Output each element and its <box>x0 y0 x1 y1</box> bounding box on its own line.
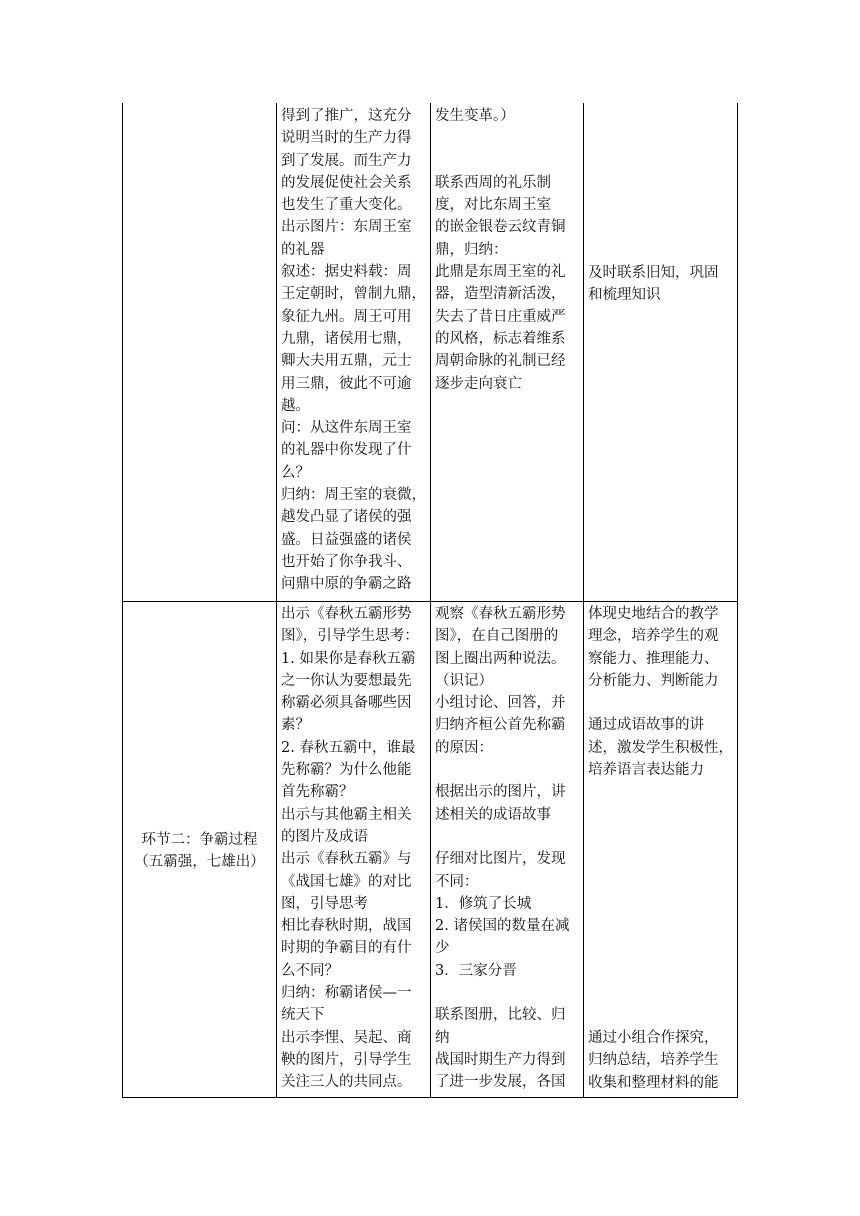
table-row-divider <box>122 601 738 602</box>
row2-stage-title: 环节二：争霸过程 （五霸强，七雄出） <box>134 832 265 871</box>
row2-student-activity: 观察《春秋五霸形势 图》，在自己图册的 图上圈出两种说法。 （识记） 小组讨论、回答，并 归纳齐桓公首先称霸 的原因： 根据出示的图片，讲 述相关的成语故事 仔细对比图片，发现 不同： 1．修筑了长城 2. 诸侯国的数量在减 少 3．三家分晋 联系图册，比较、归 纳 战国时期生产力得到 了进一步发展，各国 <box>435 606 570 1091</box>
row1-teacher-activity: 得到了推广，这充分 说明当时的生产力得 到了发展。而生产力 的发展促使社会关系 也发生了重大变化。 出示图片：东周王室 的礼器 叙述：据史料载：周 王定朝时，曾制九鼎， 象征九州。周王可用 九鼎，诸侯用七鼎， 卿大夫用五鼎，元士 用三鼎，彼此不可逾 越。 问：从这件东周王室 的礼器中你发现了什 么？ 归纳：周王室的衰微， 越发凸显了诸侯的强 盛。日益强盛的诸侯 也开始了你争我斗、 问鼎中原的争霸之路 <box>281 108 426 593</box>
lesson-plan-table <box>122 103 738 1098</box>
row1-design-intent: 及时联系旧知，巩固 和梳理知识 <box>588 265 719 304</box>
row2-design-intent: 体现史地结合的教学 理念，培养学生的观 察能力、推理能力、 分析能力、判断能力 通过成语故事的讲 述，激发学生积极性， 培养语言表达能力 <box>588 606 733 779</box>
row2-teacher-activity: 出示《春秋五霸形势 图》，引导学生思考： 1. 如果你是春秋五霸 之一你认为要想最先 称霸必须具备哪些因 素？ 2. 春秋五霸中，谁最 先称霸？为什么他能 首先称霸？ 出示与其他霸主相关 的图片及成语 出示《春秋五霸》与 《战国七雄》的对比 图，引导思考 相比春秋时期，战国 时期的争霸目的有什 么不同？ 归纳：称霸诸侯—一 统天下 出示李悝、吴起、商 鞅的图片，引导学生 关注三人的共同点。 <box>281 606 419 1091</box>
table-border-bottom <box>122 1097 738 1098</box>
row2-design-intent-lower: 通过小组合作探究， 归纳总结，培养学生 收集和整理材料的能 <box>588 1030 719 1091</box>
row1-student-activity: 发生变革。） 联系西周的礼乐制 度，对比东周王室 的嵌金银卷云纹青铜 鼎，归纳： 此鼎是东周王室的礼 器，造型清新活泼， 失去了昔日庄重威严 的风格，标志着维系 周朝命脉的礼制已经 逐步走向衰亡 <box>435 108 566 392</box>
